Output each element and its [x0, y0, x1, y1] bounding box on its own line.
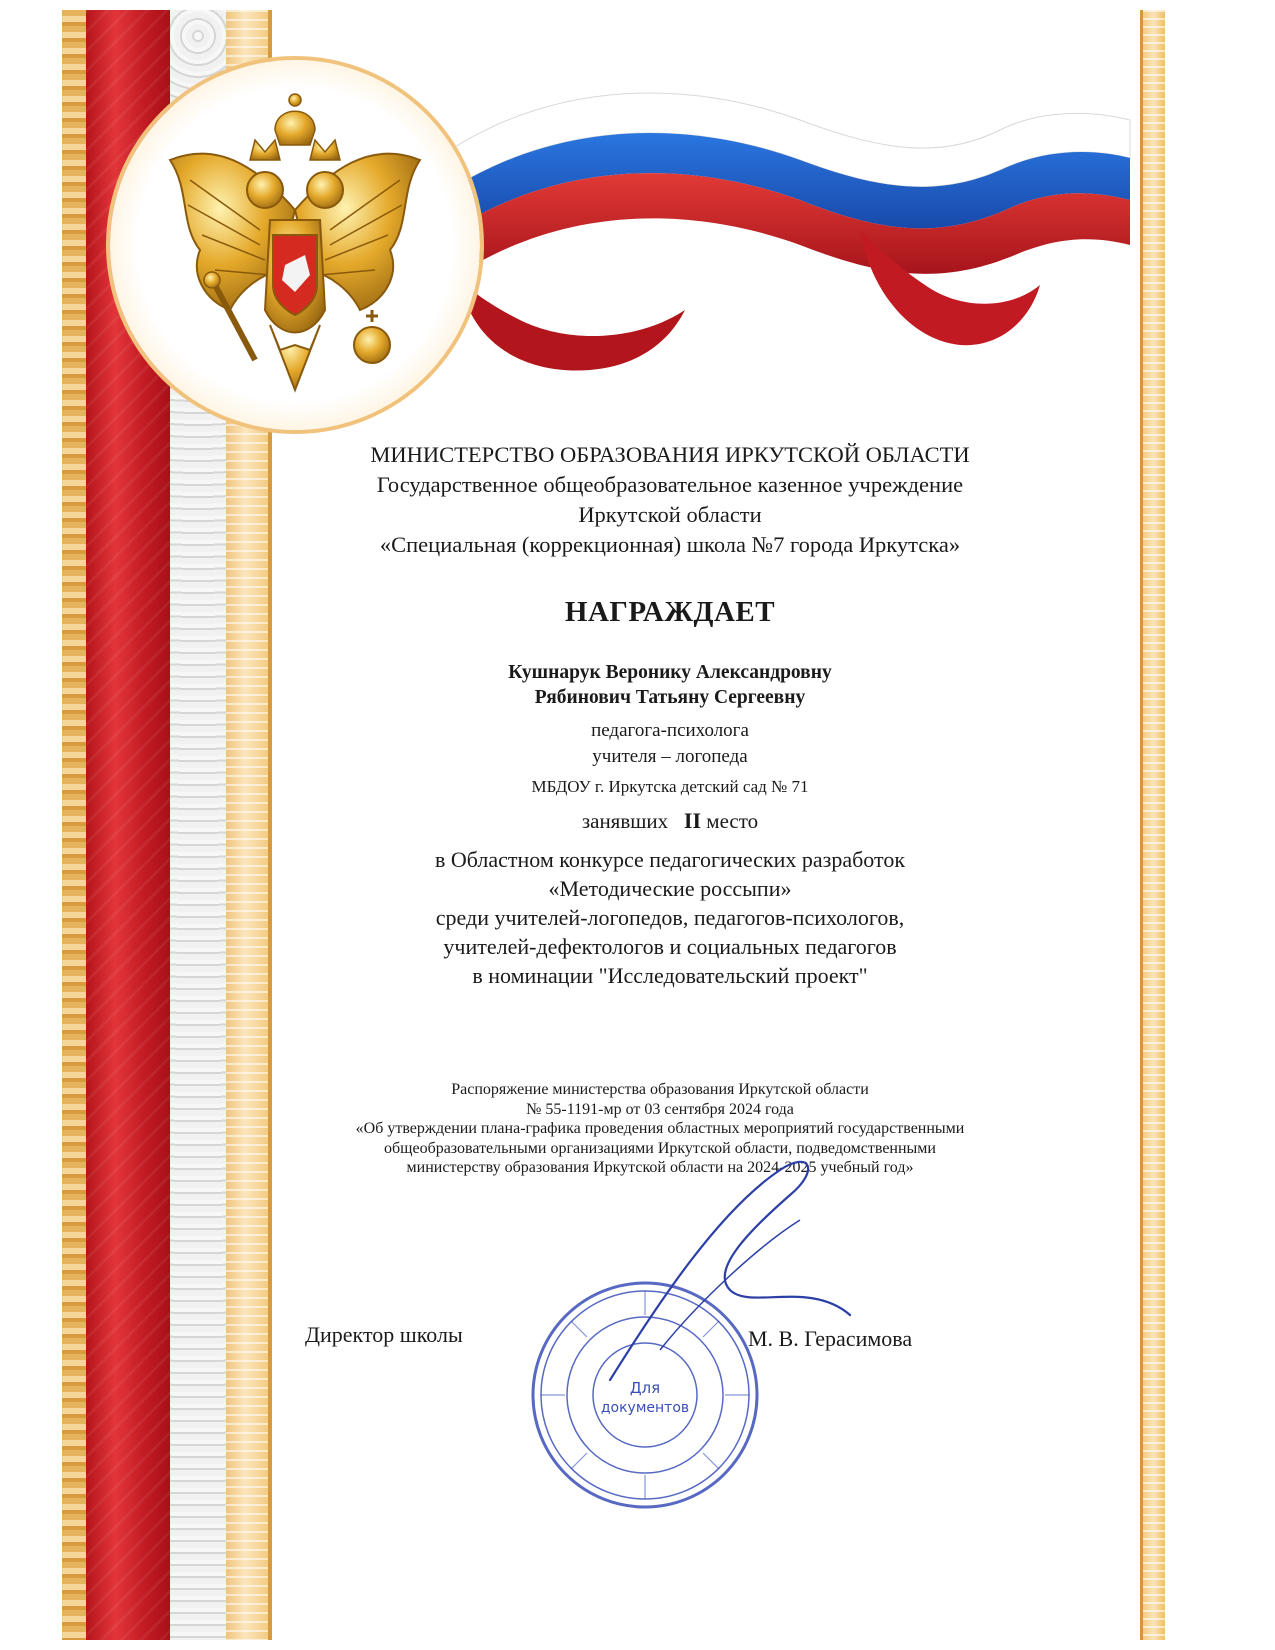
recipient-name-1: Кушнарук Веронику Александровну	[508, 662, 832, 683]
contest-line-4: учителей-дефектологов и социальных педагогов	[443, 934, 897, 959]
award-title: НАГРАЖДАЕТ	[564, 596, 776, 628]
contest-nomination: в номинации "Исследовательский проект"	[472, 963, 868, 988]
institution-type: Государственное общеобразовательное казенное учреждение	[376, 472, 964, 497]
order-number: № 55-1191-мр от 03 сентября 2024 года	[526, 1100, 794, 1118]
recipient-institution: МБДОУ г. Иркутска детский сад № 71	[531, 777, 809, 796]
contest-line-1: в Областном конкурсе педагогических разработок	[434, 847, 906, 872]
stamp-text-1: Для	[629, 1379, 661, 1397]
place-prefix: занявших	[581, 809, 669, 833]
coat-of-arms-icon	[110, 60, 480, 430]
order-line-1: Распоряжение министерства образования Иркутской области	[451, 1081, 869, 1098]
recipient-name-2: Рябинович Татьяну Сергеевну	[534, 687, 806, 708]
school-name: «Специальная (коррекционная) школа №7 города Иркутска»	[379, 532, 961, 557]
recipient-positions	[290, 718, 1050, 770]
handwritten-signature-icon	[600, 1150, 860, 1390]
order-line-5: министерству образования Иркутской области на 2024-2025 учебный год»	[406, 1159, 914, 1176]
contest-line-3: среди учителей-логопедов, педагогов-психологов,	[435, 905, 905, 930]
contest-name: «Методические россыпи»	[548, 876, 792, 901]
signatory-name: М. В. Герасимова	[748, 1326, 913, 1351]
institution-region: Иркутской области	[578, 502, 762, 527]
left-gold-border	[62, 10, 86, 1640]
place-line	[290, 808, 1050, 834]
order-line-4: общеобразовательными организациями Иркутской области, подведомственными	[384, 1139, 936, 1157]
signatory-role: Директор школы	[305, 1322, 463, 1347]
place-rank: II	[683, 808, 702, 833]
contest-description	[290, 845, 1050, 990]
recipient-position-2: учителя – логопеда	[592, 746, 748, 767]
right-gold-ornament-band	[1143, 10, 1165, 1640]
place-suffix: место	[706, 809, 759, 833]
recipient-position-1: педагога-психолога	[591, 720, 749, 741]
order-line-3: «Об утверждении плана-графика проведения областных мероприятий государственными	[355, 1120, 965, 1137]
recipient-names	[290, 660, 1050, 710]
stamp-text-2: документов	[600, 1400, 690, 1416]
ministry-name: МИНИСТЕРСТВО ОБРАЗОВАНИЯ ИРКУТСКОЙ ОБЛАСТИ	[370, 442, 970, 467]
issuer-block	[290, 440, 1050, 560]
russian-flag-ribbon-icon	[440, 40, 1140, 380]
